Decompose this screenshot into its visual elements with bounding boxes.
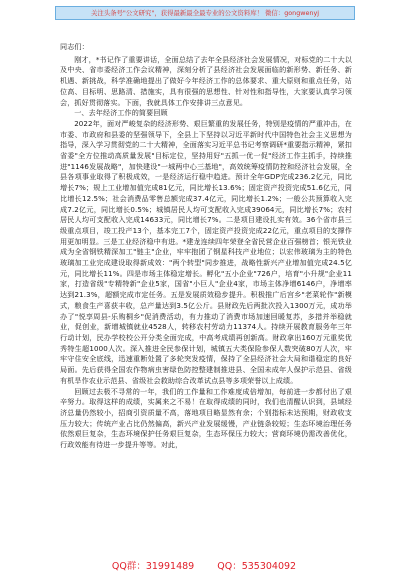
section-heading: 一、去年经济工作的简要回顾 — [74, 108, 168, 118]
promo-banner: 关注头条号"公文研究"，获得最新最全最专业的公文资料库！ 微信：gongwenyj — [55, 6, 355, 20]
greeting: 同志们： — [60, 42, 89, 51]
qq-group: QQ群：31991489 — [111, 561, 195, 572]
qq-contact: QQ：535304092 — [217, 561, 297, 572]
contact-footer — [0, 558, 408, 572]
intro-paragraph: 刚才，*书记作了重要讲话，全面总结了去年全县经济社会发展情况，对标党的二十大以及中央、省市委经济工作会议精神，深刻分析了县经济社会发展面临的新形势、新任务、新机遇、新挑战，科学准确地提出了做好今年经济工作的总体要求、重大原则和重点任务，站位高、目标明、思路清、措施实，具有很强的思想性、针对性和指导性，大家要认真学习领会，抓好贯彻落实。下面，我就具体工作安排讲三点意见。 — [60, 54, 352, 107]
review-paragraph: 2022年，面对严峻复杂的经济形势、艰巨繁重的发展任务，特别是疫情的严重冲击，在市委、市政府和县委的坚强领导下，全县上下坚持以习近平新时代中国特色社会主义思想为指导，深入学习贯彻党的二十大精神，全面落实习近平总书记考察调研*重要指示精神，紧扣省委"全方位推动高质量发展"目标定位，坚持用好"五抓一优一促"经济工作主抓手，持续推进"1146发展战略"，加快建设"一城两中心三基地"，高效统筹疫情防控和经济社会发展，全县各项事业取得了积极成效，一是经济运行稳中趋进。预计全年GDP完成236.2亿元，同比增长7%；规上工业增加值完成81亿元，同比增长13.6%；固定资产投资完成51.6亿元，同比增长12.5%；社会消费品零售总额完成37.4亿元，同比增长1.2%；一般公共预算收入完成7.2亿元，同比增长0.5%；城镇居民人均可支配收入完成39064元，同比增长7%；农村居民人均可支配收入完成14633元，同比增长7%。二是项目建设扎实有效。36个省市县三级重点项目，竣工投产13个，基本完工7个，固定资产投资完成22亿元，重点项目的支撑作用更加明显。三是工业经济稳中有进。*建龙连续四年荣登全省民营企业百强榜首；银光铁业成为全省钢铁精深加工"链主"企业，牢牢抱团了钢星科技产业地位；以宏伟玻璃为主的特色玻璃加工业完成建设取得新成效："两个转型"同步推进，战略性新兴产业增加值完成24.5亿元，同比增长11%。四是市场主体稳定增长。孵化"五小企业"726户，培育"小升规"企业11家，打造省级"专精特新"企业5家，国省"小巨人"企业4家，市场主体净增6146户，净增率达到21.3%，超额完成市定任务。五是发展质效稳步提升。积极推广后宫乡"老菜轮作"新模式，粮食生产喜获丰收，总产量达到3.5亿公斤。县财政先后两批次投入1300万元，成功举办了"悦享周县-乐购桐乡"促消费活动，有力推动了消费市场加速回暖复苏，多措并举稳就业，促创业，新增城镇就业4528人，转移农村劳动力11374人。持续开展教育服务年三年行动计划，民办学校校公开分类全面完成，中高考成绩再创新高。财政拿出160万元重奖优秀特生超1000人次。深入推进全民参保计划，城镇五大类保险参保人数突破80万人次，牢牢守住安全底线，迅速重断处置了多轮突发疫情，保持了全县经济社会大局和谐稳定的良好局面。先后获得全国农作物病虫害绿色防控整建制推进县、全国未成年人保护示范县、省级有机旱作农业示范县、省级社会救助综合改革试点县等多项荣誉以上成绩。 — [60, 118, 352, 385]
document-body — [60, 42, 352, 542]
reflection-paragraph: 回顾过去极不寻常的一年，我们的工作量和工作难度成倍增加，每前进一步都付出了艰辛努力。取得这样的成绩，实属来之不易！在取得成绩的同时，我们也清醒认识到，县域经济总量仍然较小，招商引资质量不高，落地项目略显然有余；个别指标未达预期，财政收支压力较大；传统产业占比仍然偏高，新兴产业发展缓慢，产业链条较短；生态环境治理任务依然艰巨复杂，生态环境保护任务艰巨复杂，生态环保压力较大；营商环境仍需改善优化，行政效能有待进一步提升等等。对此， — [60, 386, 352, 450]
